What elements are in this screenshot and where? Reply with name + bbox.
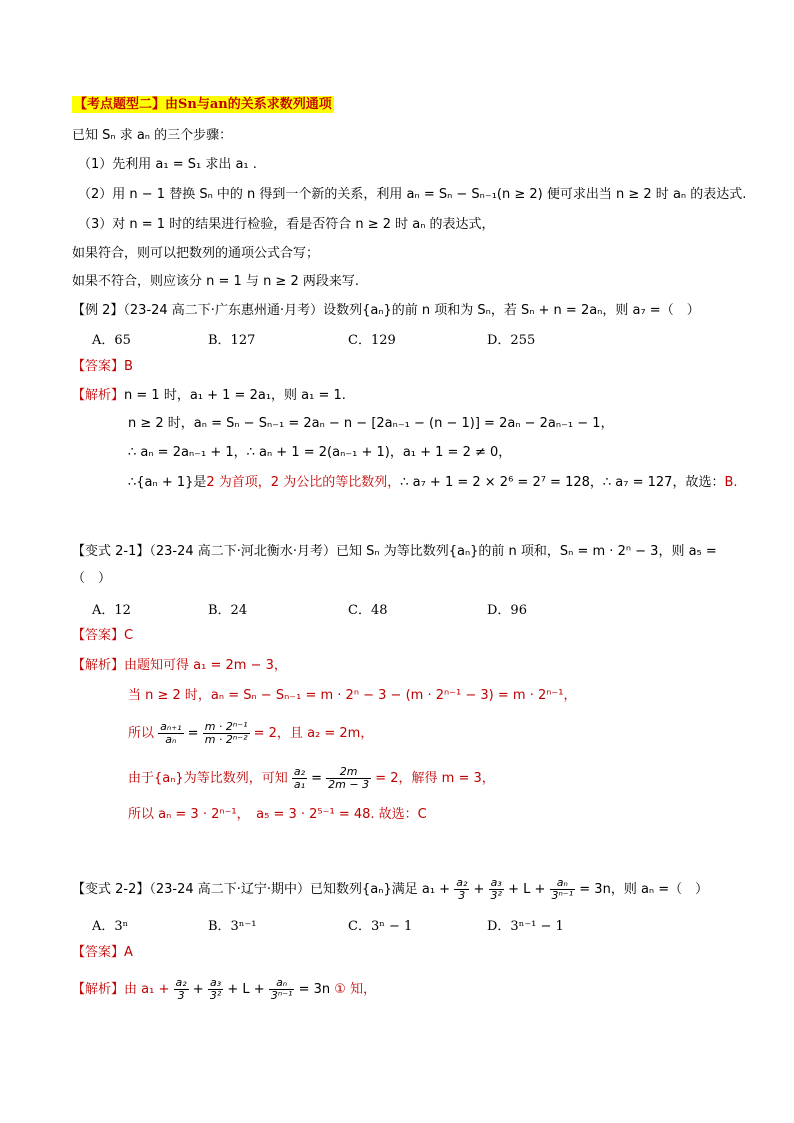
fraction: $\frac{\text{a₃}}{\text{3²}}$: [490, 876, 502, 902]
fraction: $\frac{\text{aₙ₊₁}}{\text{aₙ}}$: [160, 720, 182, 746]
intro-step-3: （3）对 n = 1 时的结果进行检验，看是否符合 n ≥ 2 时 aₙ 的表达式，: [78, 217, 495, 232]
variant-2-1-choice-a: A．12: [92, 603, 131, 618]
fraction: $\frac{\text{a₃}}{\text{3²}}$: [209, 976, 222, 1002]
fraction: $\frac{\text{aₙ}}{\text{3ⁿ⁻¹}}$: [270, 976, 293, 1002]
example-2-solution-4: ∴{aₙ + 1}是2 为首项，2 为公比的等比数列，∴ a₇ + 1 = 2 × 2⁶ = 2⁷ = 128，∴ a₇ = 127，故选：B.: [128, 475, 738, 490]
example-2-choice-c: C．129: [348, 333, 396, 348]
variant-2-1-stem: 【变式 2-1】（23-24 高二下·河北衡水·月考）已知 Sₙ 为等比数列{aₙ}的前 n 项和，Sₙ = m · 2ⁿ − 3，则 a₅ =: [72, 544, 717, 559]
variant-2-1-choice-c: C．48: [348, 603, 388, 618]
intro-step-2: （2）用 n − 1 替换 Sₙ 中的 n 得到一个新的关系，利用 aₙ = Sₙ − Sₙ₋₁(n ≥ 2) 便可求出当 n ≥ 2 时 aₙ 的表达式.: [78, 187, 747, 202]
example-2-choice-d: D．255: [487, 333, 536, 348]
intro-if-yes: 如果符合，则可以把数列的通项公式合写；: [72, 246, 320, 261]
variant-2-1-stem-2: （ ）: [72, 571, 112, 586]
example-2-choice-a: A．65: [92, 333, 131, 348]
variant-2-2-choice-a: A．3ⁿ: [92, 919, 129, 934]
fraction: $\frac{\text{a₂}}{\text{a₁}}$: [293, 765, 305, 791]
variant-2-2-answer: 【答案】A: [72, 945, 133, 960]
example-2-answer: 【答案】B: [72, 359, 133, 374]
variant-2-2-stem: 【变式 2-2】（23-24 高二下·辽宁·期中）已知数列{aₙ}满足 a₁ + $\frac{\text{a₂}}{3}$ + $\frac{\text{a₃}}{\text{3²}}$ + L + $\frac{\text{aₙ}}{\text{3ⁿ⁻¹}}$ = 3n，则 aₙ =（ ）: [72, 876, 709, 902]
section-title-highlight: 【考点题型二】由Sn与an的关系求数列通项: [74, 97, 332, 112]
intro-lead: 已知 Sₙ 求 aₙ 的三个步骤：: [72, 128, 233, 143]
variant-2-2-choice-b: B．3ⁿ⁻¹: [208, 919, 257, 934]
variant-2-1-solution-2: 当 n ≥ 2 时，aₙ = Sₙ − Sₙ₋₁ = m · 2ⁿ − 3 − (m · 2ⁿ⁻¹ − 3) = m · 2ⁿ⁻¹，: [128, 688, 577, 703]
intro-step-1: （1）先利用 a₁ = S₁ 求出 a₁ .: [78, 157, 257, 172]
example-2-solution-3: ∴ aₙ = 2aₙ₋₁ + 1，∴ aₙ + 1 = 2(aₙ₋₁ + 1)，a₁ + 1 = 2 ≠ 0，: [128, 445, 512, 460]
variant-2-1-choice-b: B．24: [208, 603, 248, 618]
fraction: $\frac{2m}{2m - 3}$: [328, 765, 370, 791]
variant-2-1-choice-d: D．96: [487, 603, 527, 618]
circled-one-icon: ①: [334, 982, 346, 997]
example-2-choice-b: B．127: [208, 333, 256, 348]
example-2-solution-1: 【解析】n = 1 时，a₁ + 1 = 2a₁，则 a₁ = 1.: [72, 388, 346, 403]
variant-2-1-solution-4: 由于{aₙ}为等比数列，可知 $\frac{\text{a₂}}{\text{a₁}}$ = $\frac{2m}{2m - 3}$ = 2，解得 m = 3，: [128, 765, 495, 791]
variant-2-2-choice-c: C．3ⁿ − 1: [348, 919, 413, 934]
variant-2-2-choice-d: D．3ⁿ⁻¹ − 1: [487, 919, 564, 934]
example-2-stem: 【例 2】（23-24 高二下·广东惠州通·月考）设数列{aₙ}的前 n 项和为 Sₙ，若 Sₙ + n = 2aₙ，则 a₇ =（ ）: [72, 303, 700, 318]
fraction: $\frac{\text{a₂}}{3}$: [456, 876, 468, 902]
intro-if-no: 如果不符合，则应该分 n = 1 与 n ≥ 2 两段来写.: [72, 274, 359, 289]
fraction: $\frac{\text{aₙ}}{\text{3ⁿ⁻¹}}$: [551, 876, 574, 902]
section-title: [72, 96, 334, 114]
fraction: $\frac{\text{a₂}}{3}$: [175, 976, 187, 1002]
variant-2-1-solution-5: 所以 aₙ = 3 · 2ⁿ⁻¹， a₅ = 3 · 2⁵⁻¹ = 48. 故选：C: [128, 807, 427, 822]
variant-2-1-solution-3: 所以 $\frac{\text{aₙ₊₁}}{\text{aₙ}}$ = $\frac{\text{m · 2ⁿ⁻¹}}{\text{m · 2ⁿ⁻²}}$ = 2，且 a₂ = 2m，: [128, 720, 374, 746]
example-2-solution-2: n ≥ 2 时，aₙ = Sₙ − Sₙ₋₁ = 2aₙ − n − [2aₙ₋₁ − (n − 1)] = 2aₙ − 2aₙ₋₁ − 1，: [128, 416, 614, 431]
variant-2-1-solution-1: 【解析】由题知可得 a₁ = 2m − 3，: [72, 658, 287, 673]
variant-2-2-solution-1: 【解析】由 a₁ + $\frac{\text{a₂}}{3}$ + $\frac{\text{a₃}}{\text{3²}}$ + L + $\frac{\text{aₙ}}{\text{3ⁿ⁻¹}}$ = 3n ① 知，: [72, 976, 377, 1002]
variant-2-1-answer: 【答案】C: [72, 628, 134, 643]
fraction: $\frac{\text{m · 2ⁿ⁻¹}}{\text{m · 2ⁿ⁻²}}$: [204, 720, 248, 746]
